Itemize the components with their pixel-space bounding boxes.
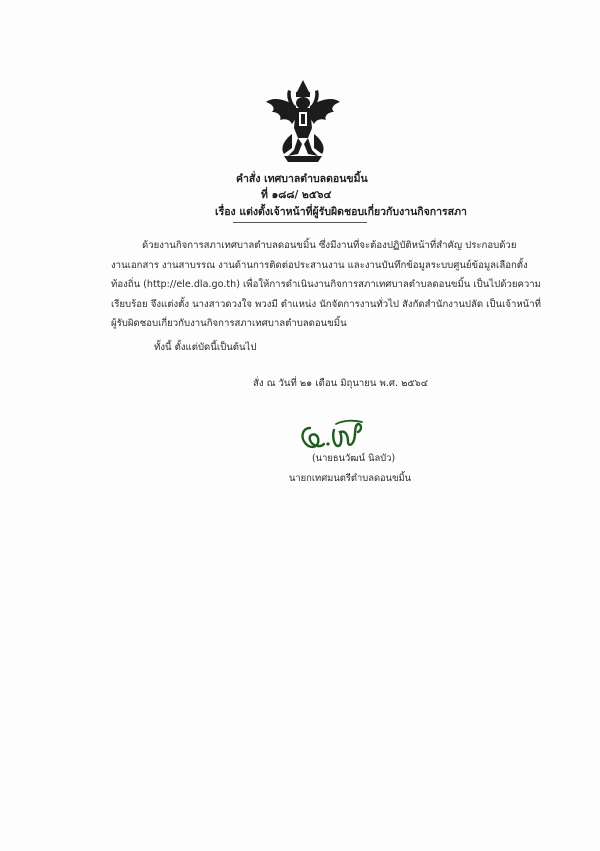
body-paragraph — [111, 236, 541, 334]
body-line: เรียบร้อย จึงแต่งตั้ง นางสาวดวงใจ พวงมี ตำแหน่ง นักจัดการงานทั่วไป สังกัดสำนักงานปลัด เป็นเจ้าหน้าที่ — [111, 298, 541, 310]
header-divider — [233, 222, 367, 223]
order-number: ที่ ๑๘๘/ ๒๕๖๔ — [261, 189, 332, 201]
ordered-date: สั่ง ณ วันที่ ๒๑ เดือน มิถุนายน พ.ศ. ๒๕๖๔ — [253, 378, 429, 389]
signer-title: นายกเทศมนตรีตำบลดอนขมิ้น — [289, 473, 412, 484]
order-subject: เรื่อง แต่งตั้งเจ้าหน้าที่ผู้รับผิดชอบเกี่ยวกับงานกิจการสภา — [215, 206, 467, 218]
body-line: ด้วยงานกิจการสภาเทศบาลตำบลดอนขมิ้น ซึ่งมีงานที่จะต้องปฏิบัติหน้าที่สำคัญ ประกอบด้วย — [142, 240, 517, 251]
signer-name: (นายธนวัฒน์ นิลบัว) — [312, 453, 396, 464]
garuda-emblem-icon — [262, 78, 344, 162]
effective-date-statement: ทั้งนี้ ตั้งแต่บัดนี้เป็นต้นไป — [154, 342, 257, 353]
body-line: งานเอกสาร งานสาบรรณ งานด้านการติดต่อประสานงาน และงานบันทึกข้อมูลระบบศูนย์ข้อมูลเลือกตั้ง — [111, 259, 528, 271]
body-line: ผู้รับผิดชอบเกี่ยวกับงานกิจการสภาเทศบาลตำบลดอนขมิ้น — [111, 318, 347, 330]
order-title: คำสั่ง เทศบาลตำบลดอนขมิ้น — [236, 173, 368, 185]
body-line: ท้องถิ่น (http://ele.dla.go.th) เพื่อให้การดำเนินงานกิจการสภาเทศบาลตำบลดอนขมิ้น เป็นไปด้วยความ — [111, 279, 541, 291]
